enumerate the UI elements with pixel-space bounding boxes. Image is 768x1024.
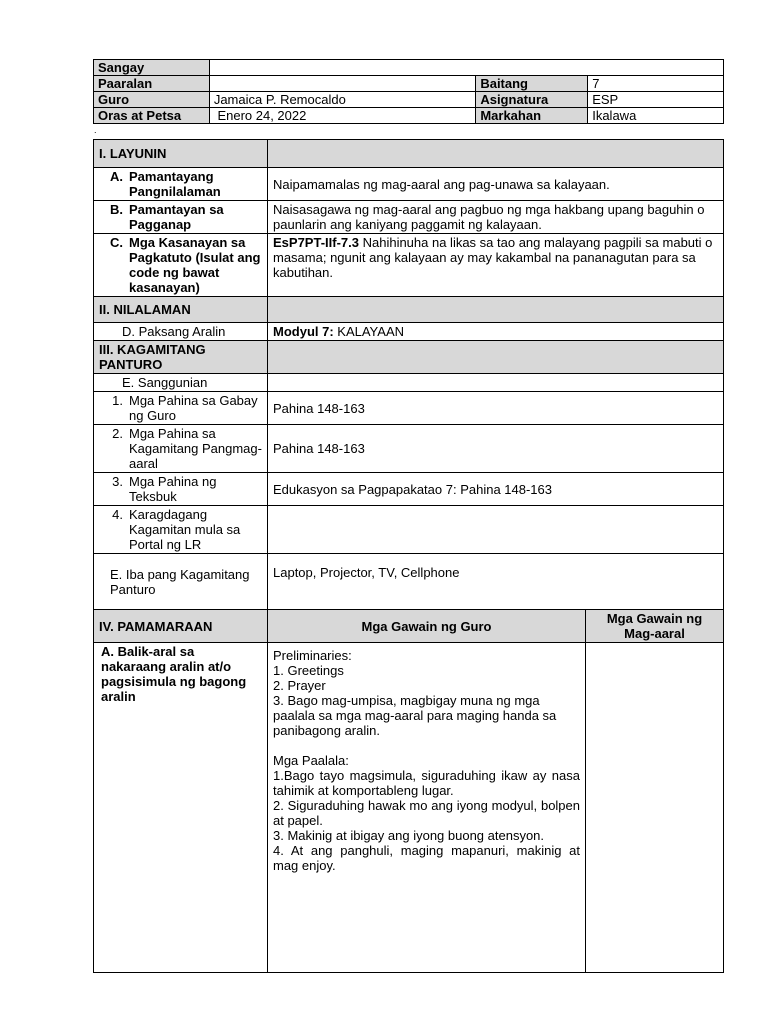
paksa-modyul: Modyul 7: bbox=[273, 324, 334, 339]
kagamitan-3-num: 3. bbox=[112, 474, 123, 489]
layunin-b-label-cell bbox=[94, 201, 268, 234]
balik-aral-guro-cell bbox=[268, 643, 586, 973]
layunin-a-num: A. bbox=[110, 169, 123, 184]
layunin-header-row bbox=[94, 140, 724, 168]
header-table bbox=[93, 59, 724, 124]
layunin-c-num: C. bbox=[110, 235, 123, 250]
kagamitan-header-row bbox=[94, 341, 724, 374]
paaralan-value bbox=[209, 76, 476, 92]
preliminaries-text: Preliminaries: 1. Greetings 2. Prayer 3. Bago mag-umpisa, magbigay muna ng mga paalala sa mga mag-aaral para maging handa sa panibagong aralin. bbox=[273, 648, 557, 738]
kagamitan-2-label: Mga Pahina sa Kagamitang Pangmag-aaral bbox=[129, 426, 262, 471]
kagamitan-3-content: Edukasyon sa Pagpapakatao 7: Pahina 148-163 bbox=[268, 473, 724, 506]
kagamitan-2-label-cell bbox=[94, 425, 268, 473]
paksa-label: D. Paksang Aralin bbox=[94, 323, 268, 341]
kagamitan-row-2 bbox=[94, 425, 724, 473]
kagamitan-row-3 bbox=[94, 473, 724, 506]
layunin-row-c bbox=[94, 234, 724, 297]
layunin-a-label: Pamantayang Pangnilalaman bbox=[129, 169, 221, 199]
markahan-label: Markahan bbox=[476, 108, 588, 124]
layunin-b-num: B. bbox=[110, 202, 123, 217]
pamamaraan-header-row bbox=[94, 610, 724, 643]
balik-aral-row bbox=[94, 643, 724, 973]
layunin-row-b bbox=[94, 201, 724, 234]
markahan-value: Ikalawa bbox=[588, 108, 724, 124]
lesson-plan-table bbox=[93, 139, 724, 973]
iba-label-cell bbox=[94, 554, 268, 610]
paalala-text: Mga Paalala: 1.Bago tayo magsimula, siguraduhing ikaw ay nasa tahimik at komportableng lugar. 2. Siguraduhing hawak mo ang iyong modyul, bolpen at papel. 3. Makinig at ibigay ang iyong buong atensyon. 4. At ang panghuli, maging mapanuri, makinig at mag enjoy. bbox=[273, 753, 580, 873]
col-magaaral-header: Mga Gawain ng Mag-aaral bbox=[586, 610, 724, 643]
sangay-value bbox=[209, 60, 723, 76]
kagamitan-header-blank bbox=[268, 341, 724, 374]
separator-dot: . bbox=[94, 125, 97, 135]
kagamitan-3-label: Mga Pahina ng Teksbuk bbox=[129, 474, 217, 504]
sanggunian-row bbox=[94, 374, 724, 392]
header-row-oras bbox=[94, 108, 724, 124]
iba-label: E. Iba pang Kagamitang Panturo bbox=[110, 566, 250, 597]
col-guro-header: Mga Gawain ng Guro bbox=[268, 610, 586, 643]
balik-aral-magaaral-cell bbox=[586, 643, 724, 973]
iba-row bbox=[94, 554, 724, 610]
baitang-label: Baitang bbox=[476, 76, 588, 92]
header-row-guro bbox=[94, 92, 724, 108]
nilalaman-header-row bbox=[94, 297, 724, 323]
guro-value: Jamaica P. Remocaldo bbox=[209, 92, 476, 108]
kagamitan-4-label: Karagdagang Kagamitan mula sa Portal ng LR bbox=[129, 507, 241, 552]
baitang-value: 7 bbox=[588, 76, 724, 92]
nilalaman-title: II. NILALAMAN bbox=[94, 297, 268, 323]
layunin-b-label: Pamantayan sa Pagganap bbox=[129, 202, 224, 232]
oras-label: Oras at Petsa bbox=[94, 108, 210, 124]
balik-aral-label: A. Balik-aral sa nakaraang aralin at/o pagsisimula ng bagong aralin bbox=[101, 644, 247, 704]
guro-label: Guro bbox=[94, 92, 210, 108]
kagamitan-1-content: Pahina 148-163 bbox=[268, 392, 724, 425]
kagamitan-1-num: 1. bbox=[112, 393, 123, 408]
nilalaman-header-blank bbox=[268, 297, 724, 323]
balik-aral-label-cell bbox=[94, 643, 268, 973]
layunin-a-label-cell bbox=[94, 168, 268, 201]
kagamitan-2-num: 2. bbox=[112, 426, 123, 441]
kagamitan-1-label: Mga Pahina sa Gabay ng Guro bbox=[129, 393, 258, 423]
asignatura-value: ESP bbox=[588, 92, 724, 108]
header-row-paaralan bbox=[94, 76, 724, 92]
paksa-content-cell bbox=[268, 323, 724, 341]
sanggunian-blank bbox=[268, 374, 724, 392]
layunin-c-code: EsP7PT-IIf-7.3 bbox=[273, 235, 359, 250]
asignatura-label: Asignatura bbox=[476, 92, 588, 108]
sangay-label: Sangay bbox=[94, 60, 210, 76]
kagamitan-1-label-cell bbox=[94, 392, 268, 425]
paksa-row bbox=[94, 323, 724, 341]
pamamaraan-title: IV. PAMAMARAAN bbox=[94, 610, 268, 643]
paksa-title: KALAYAAN bbox=[333, 324, 404, 339]
header-row-sangay bbox=[94, 60, 724, 76]
kagamitan-4-label-cell bbox=[94, 506, 268, 554]
kagamitan-3-label-cell bbox=[94, 473, 268, 506]
layunin-c-content: Nahihinuha na likas sa tao ang malayang pagpili sa mabuti o masama; ngunit ang kalayaan ay may kakambal na pananagutan para sa kabutihan. bbox=[273, 235, 713, 280]
layunin-a-content: Naipamamalas ng mag-aaral ang pag-unawa sa kalayaan. bbox=[268, 168, 724, 201]
layunin-row-a bbox=[94, 168, 724, 201]
sanggunian-label: E. Sanggunian bbox=[94, 374, 268, 392]
layunin-c-label-cell bbox=[94, 234, 268, 297]
layunin-b-content: Naisasagawa ng mag-aaral ang pagbuo ng mga hakbang upang baguhin o paunlarin ang kaniyang paggamit ng kalayaan. bbox=[268, 201, 724, 234]
kagamitan-4-num: 4. bbox=[112, 507, 123, 522]
kagamitan-title: III. KAGAMITANG PANTURO bbox=[94, 341, 268, 374]
layunin-c-label: Mga Kasanayan sa Pagkatuto (Isulat ang code ng bawat kasanayan) bbox=[129, 235, 261, 295]
kagamitan-row-1 bbox=[94, 392, 724, 425]
layunin-title: I. LAYUNIN bbox=[94, 140, 268, 168]
paaralan-label: Paaralan bbox=[94, 76, 210, 92]
layunin-c-content-cell bbox=[268, 234, 724, 297]
iba-content: Laptop, Projector, TV, Cellphone bbox=[268, 554, 724, 610]
layunin-header-blank bbox=[268, 140, 724, 168]
kagamitan-4-content bbox=[268, 506, 724, 554]
oras-value: Enero 24, 2022 bbox=[209, 108, 476, 124]
kagamitan-2-content: Pahina 148-163 bbox=[268, 425, 724, 473]
kagamitan-row-4 bbox=[94, 506, 724, 554]
